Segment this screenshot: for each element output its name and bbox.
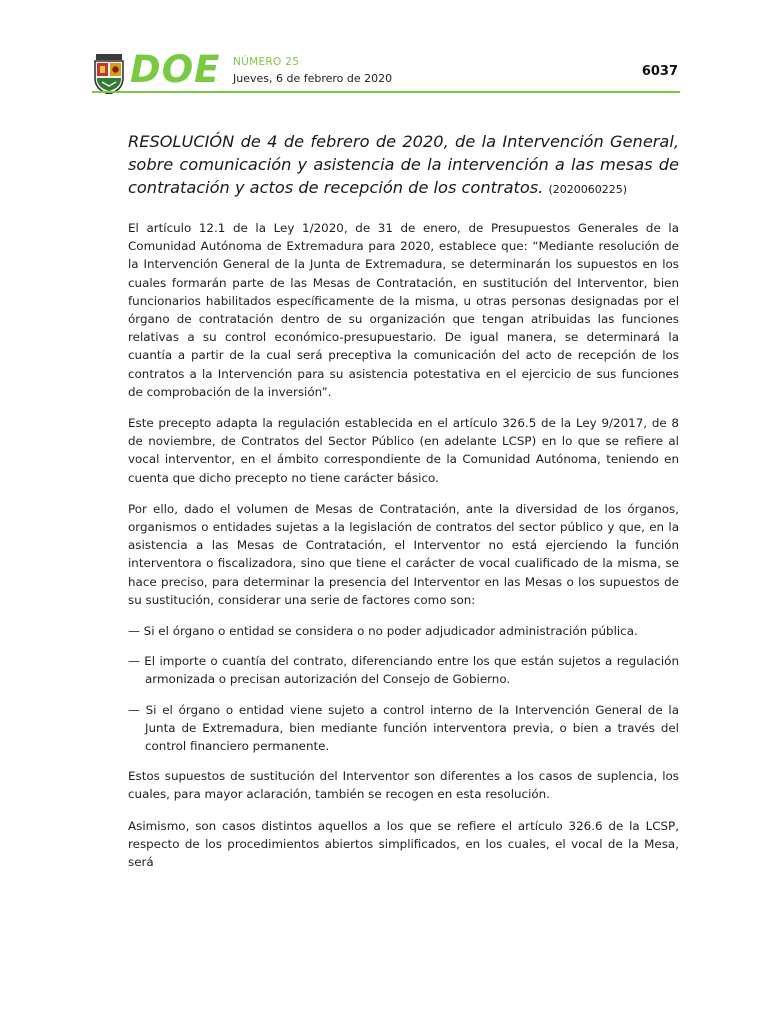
- resolution-code: (2020060225): [548, 183, 628, 196]
- document-body: [128, 130, 679, 884]
- page-number: 6037: [641, 64, 678, 79]
- dash-list-item: — Si el órgano o entidad se considera o no poder adjudicador administración pública.: [128, 624, 638, 639]
- issue-date: Jueves, 6 de febrero de 2020: [233, 72, 393, 85]
- paragraph: Asimismo, son casos distintos aquellos a los que se refiere el artículo 326.6 de la LCSP, respecto de los procedimientos abiertos simplificados, en los cuales, el vocal de la Mesa, será: [128, 818, 679, 870]
- coat-of-arms-icon: [92, 54, 126, 94]
- header-divider: [92, 91, 680, 93]
- paragraph: Por ello, dado el volumen de Mesas de Contratación, ante la diversidad de los órganos, organismos o entidades sujetas a la legislación de contratos del sector público y que, en la asistencia a las Mesas de Contratación, el Interventor no está ejerciendo la función interventora o fiscalizadora, sino que tiene el carácter de vocal cualificado de la misma, se hace preciso, para determinar la presencia del Interventor en las Mesas o los supuestos de su sustitución, considerar una serie de factores como son:: [128, 501, 679, 607]
- dash-list-item: — El importe o cuantía del contrato, diferenciando entre los que están sujetos a regulación armonizada o precisan autorización del Consejo de Gobierno.: [128, 654, 679, 687]
- issue-number: NÚMERO 25: [233, 56, 300, 68]
- page-header: [92, 48, 680, 96]
- resolution-title-text: RESOLUCIÓN de 4 de febrero de 2020, de la Intervención General, sobre comunicación y asistencia de la intervención a las mesas de contratación y actos de recepción de los contratos.: [128, 132, 679, 197]
- dash-list-item: — Si el órgano o entidad viene sujeto a control interno de la Intervención General de la Junta de Extremadura, bien mediante función interventora previa, o bien a través del control financiero permanente.: [128, 702, 679, 754]
- paragraph: El artículo 12.1 de la Ley 1/2020, de 31 de enero, de Presupuestos Generales de la Comunidad Autónoma de Extremadura para 2020, establece que: “Mediante resolución de la Intervención General de la Junta de Extremadura, se determinarán los supuestos en los cuales formarán parte de las Mesas de Contratación, en sustitución del Interventor, bien funcionarios habilitados específicamente de la misma, u otras personas designadas por el órgano de contratación dentro de su organización que tengan atribuidas las funciones relativas a su control económico-presupuestario. De igual manera, se determinará la cuantía a partir de la cual será preceptiva la comunicación del acto de recepción de los contratos a la Intervención para su asistencia potestativa en el ejercicio de sus funciones de comprobación de la inversión”.: [128, 221, 679, 399]
- paragraph: Este precepto adapta la regulación establecida en el artículo 326.5 de la Ley 9/2017, de 8 de noviembre, de Contratos del Sector Público (en adelante LCSP) en lo que se refiere al vocal interventor, en el ámbito correspondiente de la Comunidad Autónoma, teniendo en cuenta que dicho precepto no tiene carácter básico.: [128, 416, 679, 485]
- doe-logo: DOE: [130, 48, 221, 91]
- resolution-title: [128, 130, 679, 201]
- paragraph: Estos supuestos de sustitución del Interventor son diferentes a los casos de suplencia, los cuales, para mayor aclaración, también se recogen en esta resolución.: [128, 769, 679, 802]
